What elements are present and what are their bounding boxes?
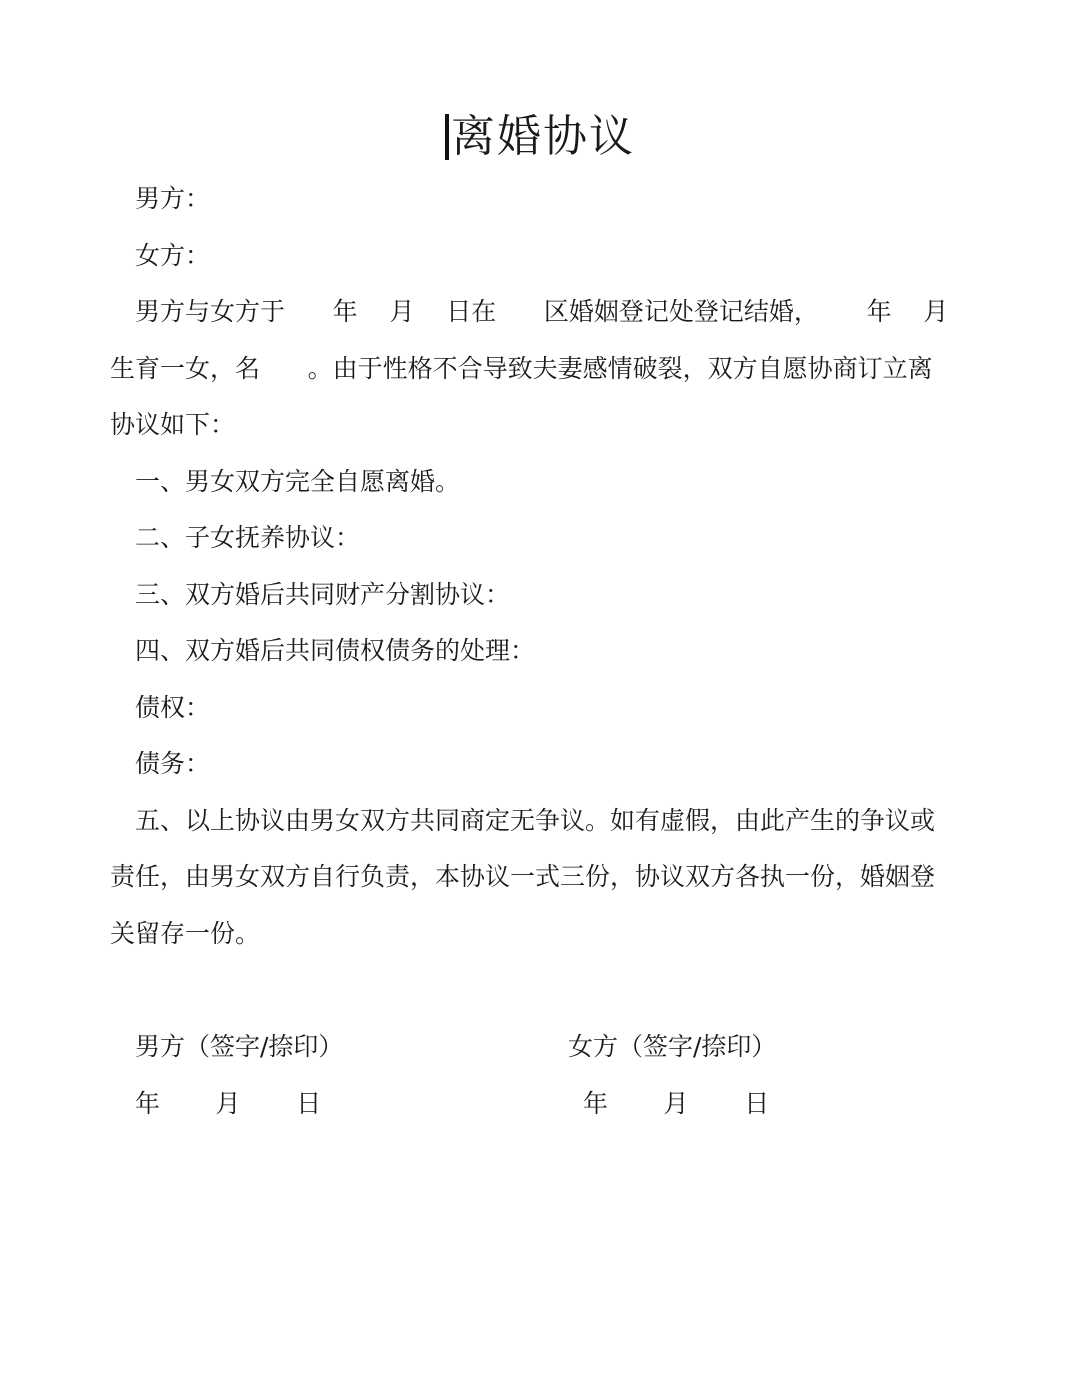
line-agreement-intro: 协议如下： [110, 410, 236, 439]
male-signature-date: 年 月 日 [135, 1089, 322, 1118]
female-signature-label: 女方（签字/捺印） [568, 1032, 777, 1061]
line-child-reason: 生育一女，名 。由于性格不合导致夫妻感情破裂，双方自愿协商订立离 [110, 354, 933, 383]
female-signature-date: 年 月 日 [583, 1089, 770, 1118]
line-female-party: 女方： [135, 241, 211, 270]
document-title-text: 离婚协议 [451, 111, 635, 162]
document-title [445, 108, 635, 166]
clause-5-line-1: 五、以上协议由男女双方共同商定无争议。如有虚假，由此产生的争议或 [135, 806, 936, 835]
text-cursor-icon [445, 114, 449, 160]
line-male-party: 男方： [135, 184, 211, 213]
line-debts: 债务： [135, 749, 211, 778]
clause-5-line-3: 关留存一份。 [110, 919, 261, 948]
clause-3: 三、双方婚后共同财产分割协议： [135, 580, 511, 609]
clause-2: 二、子女抚养协议： [135, 523, 361, 552]
line-creditor-rights: 债权： [135, 693, 211, 722]
title-container [0, 108, 1080, 166]
clause-1: 一、男女双方完全自愿离婚。 [135, 467, 461, 496]
male-signature-label: 男方（签字/捺印） [135, 1032, 344, 1061]
clause-5-line-2: 责任，由男女双方自行负责，本协议一式三份，协议双方各执一份，婚姻登 [110, 862, 936, 891]
line-marriage-date: 男方与女方于 年 月 日在 区婚姻登记处登记结婚， 年 月 [135, 297, 949, 326]
clause-4: 四、双方婚后共同债权债务的处理： [135, 636, 536, 665]
